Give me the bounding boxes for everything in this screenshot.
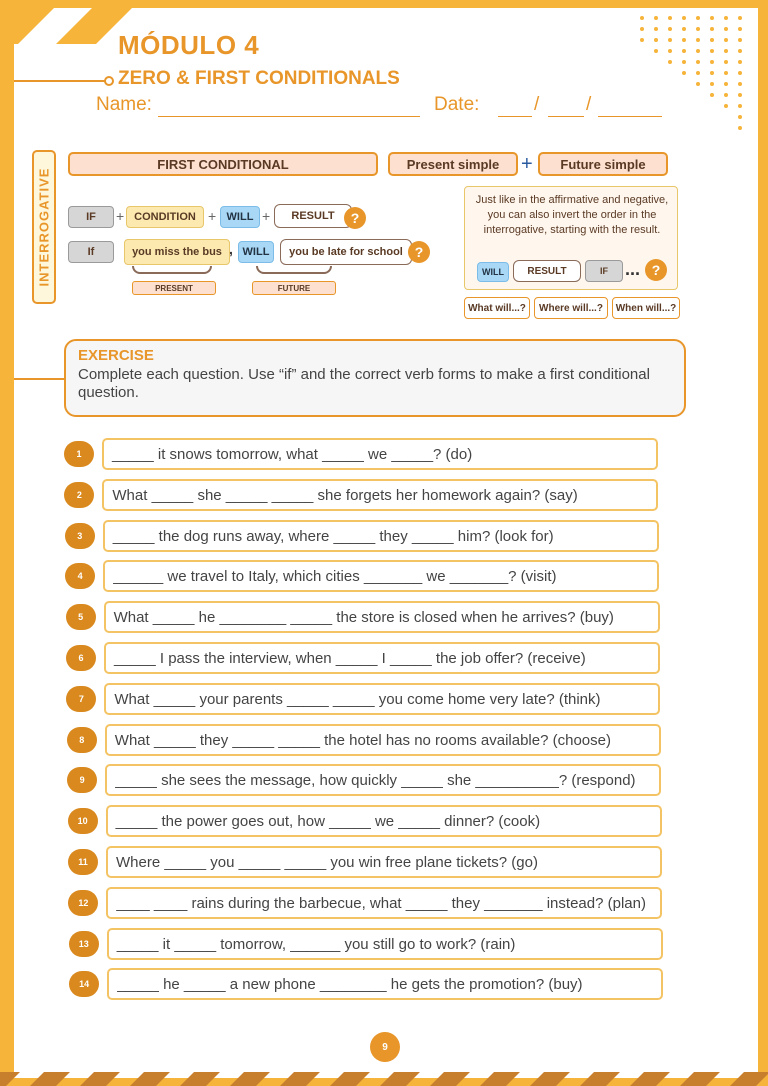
decor-stripe [380,1072,420,1086]
decor-dot [724,27,728,31]
question-row [65,520,705,550]
comma: , [229,241,233,257]
question-row [68,887,708,917]
decor-stripe [80,1072,120,1086]
subtitle-dot-decoration [104,76,114,86]
present-label: PRESENT [132,281,216,295]
question-mark-icon: ? [645,259,667,281]
decor-dot [696,38,700,42]
question-number: 6 [66,645,96,671]
example-will-tag: WILL [238,241,274,263]
question-number: 9 [67,767,97,793]
decor-stripe [130,1072,170,1086]
decor-dot [654,49,658,53]
decor-dot [710,16,714,20]
question-number: 4 [65,563,95,589]
question-number: 14 [69,971,99,997]
decor-dot [710,71,714,75]
inversion-note [464,186,678,290]
decor-dot [738,115,742,119]
decor-stripe [530,1072,570,1086]
plus-sign: + [521,153,533,175]
question-mark-icon: ? [408,241,430,263]
decor-stripe [180,1072,220,1086]
interrogative-label: INTERROGATIVE [36,167,52,287]
page-number: 9 [370,1032,400,1062]
plus-sign: + [262,208,271,224]
decor-stripe [0,1072,20,1086]
question-text-field[interactable]: _____ it snows tomorrow, what _____ we _____? (do) [102,438,658,470]
decor-dot [738,82,742,86]
example-result-tag: you be late for school [280,239,412,265]
question-text-field[interactable]: What _____ she _____ _____ she forgets her homework again? (say) [102,479,658,511]
question-text-field[interactable]: What _____ he ________ _____ the store is closed when he arrives? (buy) [104,601,660,633]
decor-dot [738,93,742,97]
subtitle-line-decoration [14,80,106,82]
plus-sign: + [116,208,125,224]
question-row [66,601,706,631]
question-number: 7 [66,686,96,712]
question-text-field[interactable]: ____ ____ rains during the barbecue, what _____ they _______ instead? (plan) [106,887,662,919]
decor-dot [724,38,728,42]
question-text-field[interactable]: _____ the dog runs away, where _____ they _____ him? (look for) [103,520,659,552]
decor-stripe [680,1072,720,1086]
example-if-tag: If [68,241,114,263]
question-row [64,479,704,509]
decor-dot [738,104,742,108]
decor-dot [710,60,714,64]
decor-dot [640,38,644,42]
decor-stripe [430,1072,470,1086]
decor-stripe [730,1072,768,1086]
inverted-result-tag: RESULT [513,260,581,282]
decor-dot [738,71,742,75]
question-text-field[interactable]: _____ it _____ tomorrow, ______ you still go to work? (rain) [107,928,663,960]
decor-dot [654,38,658,42]
question-row [67,764,707,794]
future-label: FUTURE [252,281,336,295]
decor-dot [668,49,672,53]
decor-dot [724,60,728,64]
decor-stripe [480,1072,520,1086]
dot-pattern-decoration [634,12,754,140]
question-row [68,846,708,876]
question-row [67,724,707,754]
grammar-box [32,150,692,326]
example-condition-tag: you miss the bus [124,239,230,265]
decor-dot [738,60,742,64]
decor-dot [682,16,686,20]
decor-dot [668,60,672,64]
decor-dot [710,82,714,86]
decor-dot [710,93,714,97]
date-slash: / [586,94,592,115]
question-number: 13 [69,931,99,957]
question-mark-icon: ? [344,207,366,229]
question-text-field[interactable]: What _____ they _____ _____ the hotel has no rooms available? (choose) [105,724,661,756]
question-number: 11 [68,849,98,875]
date-year-field[interactable] [598,116,662,117]
decor-dot [696,49,700,53]
question-row [69,968,709,998]
wh-example: When will...? [612,297,680,319]
question-text-field[interactable]: Where _____ you _____ _____ you win free plane tickets? (go) [106,846,662,878]
inverted-if-tag: IF [585,260,623,282]
question-number: 10 [68,808,98,834]
decor-dot [710,38,714,42]
question-number: 8 [67,727,97,753]
decor-dot [682,38,686,42]
decor-dot [724,16,728,20]
question-number: 3 [65,523,95,549]
module-title: MÓDULO 4 [118,30,260,60]
question-row [69,928,709,958]
decor-dot [668,38,672,42]
question-text-field[interactable]: ______ we travel to Italy, which cities _______ we _______? (visit) [103,560,659,592]
decor-dot [738,27,742,31]
decor-dot [738,38,742,42]
question-text-field[interactable]: _____ she sees the message, how quickly _____ she __________? (respond) [105,764,661,796]
question-row [66,683,706,713]
bottom-stripe-decoration [0,1072,768,1086]
decor-dot [724,82,728,86]
decor-dot [640,16,644,20]
exercise-instructions: Complete each question. Use “if” and the correct verb forms to make a first conditional question. [78,366,650,401]
decor-dot [696,16,700,20]
interrogative-tab [32,150,56,304]
name-field[interactable] [158,116,420,117]
first-conditional-heading: FIRST CONDITIONAL [68,152,378,176]
ellipsis: ... [625,259,641,279]
date-day-field[interactable] [498,116,532,117]
decor-dot [696,71,700,75]
wh-example: What will...? [464,297,530,319]
decor-dot [682,71,686,75]
question-text-field[interactable]: _____ the power goes out, how _____ we _____ dinner? (cook) [106,805,662,837]
decor-dot [696,27,700,31]
question-number: 2 [64,482,94,508]
formula-if-tag: IF [68,206,114,228]
decor-dot [654,16,658,20]
decor-dot [710,49,714,53]
decor-dot [654,27,658,31]
decor-dot [738,49,742,53]
formula-result-tag: RESULT [274,204,352,228]
module-subtitle: ZERO & FIRST CONDITIONALS [118,68,400,89]
decor-dot [738,16,742,20]
date-month-field[interactable] [548,116,584,117]
decor-dot [738,126,742,130]
date-label: Date: [434,94,480,115]
decor-dot [640,27,644,31]
decor-stripe [280,1072,320,1086]
question-number: 5 [66,604,96,630]
question-number: 12 [68,890,98,916]
plus-sign: + [208,208,217,224]
exercise-box [64,339,686,417]
question-text-field[interactable]: What _____ your parents _____ _____ you come home very late? (think) [104,683,660,715]
decor-dot [696,60,700,64]
decor-dot [724,49,728,53]
question-text-field[interactable]: _____ I pass the interview, when _____ I _____ the job offer? (receive) [104,642,660,674]
decor-dot [724,71,728,75]
decor-dot [724,93,728,97]
present-simple-box: Present simple [388,152,518,176]
decor-dot [682,49,686,53]
decor-dot [710,27,714,31]
inversion-note-text: Just like in the affirmative and negative, you can also invert the order in the interrogative, starting with the result. [475,194,669,236]
decor-dot [696,82,700,86]
name-label: Name: [96,94,152,115]
question-number: 1 [64,441,94,467]
decor-stripe [230,1072,270,1086]
future-brace [256,266,332,274]
name-date-bar [96,94,696,120]
question-row [64,438,704,468]
date-slash: / [534,94,540,115]
question-text-field[interactable]: _____ he _____ a new phone ________ he gets the promotion? (buy) [107,968,663,1000]
decor-dot [668,27,672,31]
formula-will-tag: WILL [220,206,260,228]
inverted-will-tag: WILL [477,262,509,282]
exercise-title: EXERCISE [78,347,154,364]
formula-condition-tag: CONDITION [126,206,204,228]
decor-dot [682,27,686,31]
present-brace [132,266,212,274]
decor-stripe [580,1072,620,1086]
wh-example: Where will...? [534,297,608,319]
question-row [68,805,708,835]
decor-dot [682,60,686,64]
exercise-line-decoration [14,378,66,380]
question-row [65,560,705,590]
question-row [66,642,706,672]
decor-dot [668,16,672,20]
future-simple-box: Future simple [538,152,668,176]
decor-dot [724,104,728,108]
decor-stripe [330,1072,370,1086]
decor-stripe [630,1072,670,1086]
decor-stripe [30,1072,70,1086]
